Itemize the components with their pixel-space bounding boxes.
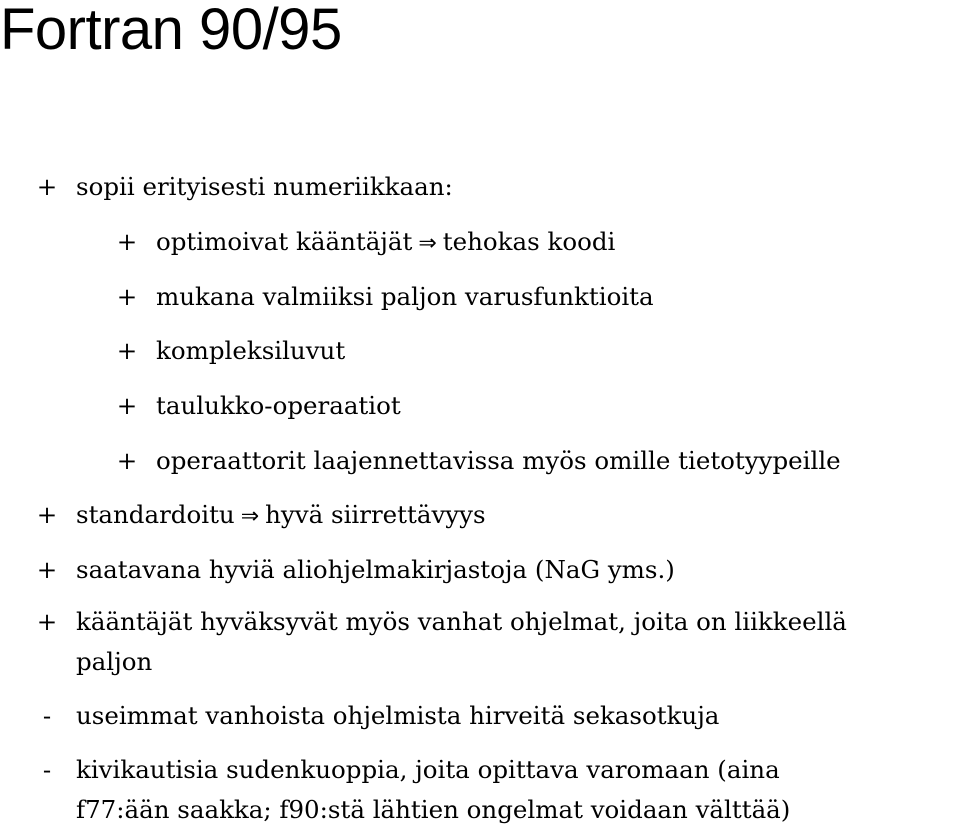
list-item-text-line1: kääntäjät hyväksyvät myös vanhat ohjelmat, joita on liikkeellä (76, 607, 847, 636)
list-item-text-after: tehokas koodi (442, 227, 616, 256)
list-item-text: saatavana hyviä aliohjelmakirjastoja (NaG yms.) (76, 555, 675, 584)
page-title: Fortran 90/95 (0, 0, 342, 62)
list-item-text-before: standardoitu (76, 500, 235, 529)
plus-bullet-icon: + (116, 391, 138, 420)
plus-bullet-icon: + (36, 607, 58, 636)
minus-bullet-icon: - (42, 701, 52, 730)
list-item-text: mukana valmiiksi paljon varusfunktioita (156, 282, 654, 311)
list-item-text: kompleksiluvut (156, 336, 346, 365)
plus-bullet-icon: + (36, 172, 58, 201)
list-item-text (156, 225, 615, 261)
plus-bullet-icon: + (116, 227, 138, 256)
list-item-text: useimmat vanhoista ohjelmista hirveitä sekasotkuja (76, 701, 720, 730)
list-item-text-before: optimoivat kääntäjät (156, 227, 413, 256)
plus-bullet-icon: + (116, 336, 138, 365)
plus-bullet-icon: + (36, 500, 58, 529)
plus-bullet-icon: + (36, 555, 58, 584)
list-item-text: taulukko-operaatiot (156, 391, 401, 420)
list-item-text: operaattorit laajennettavissa myös omille tietotyypeille (156, 446, 841, 475)
list-item-text-line2: paljon (76, 647, 153, 676)
plus-bullet-icon: + (116, 282, 138, 311)
list-item-text (76, 498, 486, 534)
list-item-text-after: hyvä siirrettävyys (265, 500, 486, 529)
list-item-text-line2: f77:ään saakka; f90:stä lähtien ongelmat voidaan välttää) (76, 795, 791, 824)
list-item-text: sopii erityisesti numeriikkaan: (76, 172, 453, 201)
list-item-text-line1: kivikautisia sudenkuoppia, joita opittava varomaan (aina (76, 755, 780, 784)
implies-arrow-icon: ⇒ (418, 231, 437, 256)
implies-arrow-icon: ⇒ (240, 504, 260, 529)
minus-bullet-icon: - (42, 755, 52, 784)
plus-bullet-icon: + (116, 446, 138, 475)
